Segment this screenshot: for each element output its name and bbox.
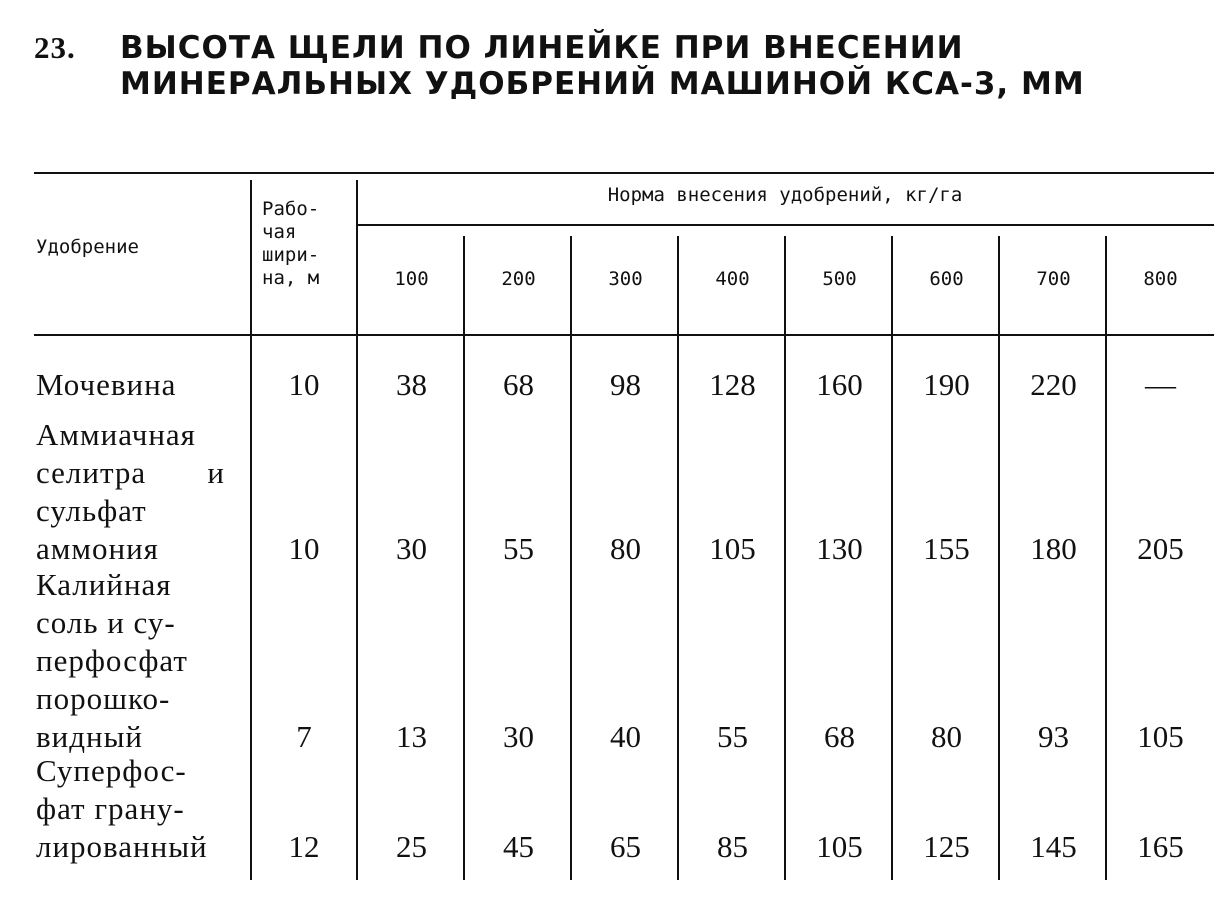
slot-height-cell: 145 xyxy=(1030,829,1077,864)
slot-height-cell: 190 xyxy=(923,367,970,402)
slot-height-cell: 80 xyxy=(931,719,962,754)
slot-height-cell: 98 xyxy=(610,367,641,402)
header-bottom-rule xyxy=(34,334,1214,336)
working-width-cell: 12 xyxy=(288,829,320,864)
slot-height-cell: 55 xyxy=(503,531,534,566)
header-rate-400: 400 xyxy=(715,268,750,290)
slot-height-cell: 68 xyxy=(824,719,855,754)
table-number: 23. xyxy=(34,30,76,65)
header-rate-300: 300 xyxy=(608,268,643,290)
fertilizer-name: Аммиачная селитра и сульфат аммония xyxy=(36,417,225,566)
slot-height-cell: 45 xyxy=(503,829,534,864)
slot-height-cell: — xyxy=(1145,367,1176,402)
slot-height-cell: 155 xyxy=(923,531,970,566)
header-rate-600: 600 xyxy=(929,268,964,290)
working-width-cell: 10 xyxy=(288,531,320,566)
header-application-rate: Норма внесения удобрений, кг/га xyxy=(607,184,963,206)
slot-height-cell: 85 xyxy=(717,829,748,864)
slot-height-cell: 65 xyxy=(610,829,641,864)
fertilizer-name: Суперфос- фат грану- лированный xyxy=(36,753,208,864)
slot-height-cell: 38 xyxy=(396,367,427,402)
slot-height-cell: 68 xyxy=(503,367,534,402)
slot-height-cell: 80 xyxy=(610,531,641,566)
slot-height-cell: 93 xyxy=(1038,719,1069,754)
fertilizer-name: Мочевина xyxy=(36,367,177,402)
header-rate-500: 500 xyxy=(822,268,857,290)
slot-height-cell: 40 xyxy=(610,719,641,754)
title-line-1: ВЫСОТА ЩЕЛИ ПО ЛИНЕЙКЕ ПРИ ВНЕСЕНИИ xyxy=(120,30,964,66)
header-fertilizer: Удобрение xyxy=(36,236,139,258)
slot-height-cell: 105 xyxy=(816,829,863,864)
header-rate-200: 200 xyxy=(501,268,536,290)
slot-height-cell: 55 xyxy=(717,719,748,754)
slot-height-cell: 205 xyxy=(1137,531,1184,566)
slot-height-cell: 128 xyxy=(709,367,756,402)
slot-height-cell: 180 xyxy=(1030,531,1077,566)
table-top-rule xyxy=(34,172,1214,174)
slot-height-cell: 220 xyxy=(1030,367,1077,402)
slot-height-cell: 30 xyxy=(396,531,427,566)
slot-height-cell: 25 xyxy=(396,829,427,864)
slot-height-cell: 105 xyxy=(1137,719,1184,754)
slot-height-cell: 130 xyxy=(816,531,863,566)
header-rate-700: 700 xyxy=(1036,268,1071,290)
title-line-2: МИНЕРАЛЬНЫХ УДОБРЕНИЙ МАШИНОЙ КСА-3, ММ xyxy=(120,66,1085,102)
working-width-cell: 10 xyxy=(288,367,320,402)
fertilizer-name: Калийная соль и су- перфосфат порошко- видный xyxy=(36,567,188,754)
header-rate-800: 800 xyxy=(1143,268,1178,290)
slot-height-cell: 160 xyxy=(816,367,863,402)
slot-height-cell: 30 xyxy=(503,719,534,754)
norm-under-rule xyxy=(358,224,1214,226)
slot-height-cell: 13 xyxy=(396,719,427,754)
header-rate-100: 100 xyxy=(394,268,429,290)
working-width-cell: 7 xyxy=(296,719,312,754)
header-working-width: Рабо- чая шири- на, м xyxy=(262,198,320,289)
slot-height-cell: 105 xyxy=(709,531,756,566)
slot-height-cell: 165 xyxy=(1137,829,1184,864)
slot-height-cell: 125 xyxy=(923,829,970,864)
